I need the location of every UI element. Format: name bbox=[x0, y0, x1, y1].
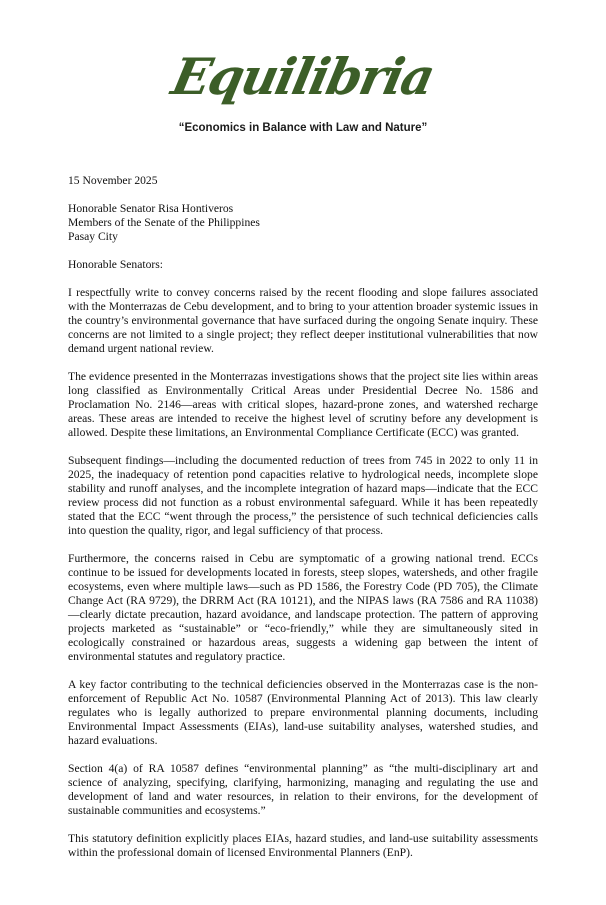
paragraph-introduction: I respectfully write to convey concerns raised by the recent flooding and slope failures associated with the Monterrazas de Cebu development, and to bring to your attention broader systemic issues in the country’s environmental governance that have surfaced during the ongoing Senate inquiry. These concerns are not limited to a single project; they reflect deeper institutional vulnerabilities that now demand urgent national review. bbox=[68, 286, 538, 355]
letter-date: 15 November 2025 bbox=[68, 174, 158, 187]
recipient-block bbox=[68, 202, 538, 244]
paragraph-subsequent-findings: Subsequent findings—including the documented reduction of trees from 745 in 2022 to only 11 in 2025, the inadequacy of retention pond capacities relative to hydrological needs, incomplete slope stability and runoff analyses, and the incomplete integration of hazard maps—indicate that the ECC review process did not function as a robust environmental safeguard. While it has been repeatedly stated that the ECC “went through the process,” the persistence of such technical deficiencies calls into question the quality, rigor, and legal sufficiency of that process. bbox=[68, 454, 538, 537]
paragraph-national-trend: Furthermore, the concerns raised in Cebu are symptomatic of a growing national trend. ECCs continue to be issued for developments located in forests, steep slopes, watersheds, and other fragile ecosystems, even where multiple laws—such as PD 1586, the Forestry Code (PD 705), the Climate Change Act (RA 9729), the DRRM Act (RA 10121), and the NIPAS laws (RA 7586 and RA 11038)—clearly dictate precaution, hazard avoidance, and landscape protection. The pattern of approving projects marketed as “sustainable” or “eco-friendly,” while they are simultaneously sited in ecologically constrained or hazardous areas, suggests a widening gap between the intent of environmental statutes and regulatory practice. bbox=[68, 552, 538, 663]
paragraph-section-4a-definition: Section 4(a) of RA 10587 defines “environmental planning” as “the multi-disciplinary art and science of analyzing, specifying, clarifying, harmonizing, managing and regulating the use and development of land and water resources, in relation to their environs, for the development of sustainable communities and ecosystems.” bbox=[68, 762, 538, 817]
paragraph-ra10587-nonenforcement: A key factor contributing to the technical deficiencies observed in the Monterrazas case is the non-enforcement of Republic Act No. 10587 (Environmental Planning Act of 2013). This law clearly regulates who is legally authorized to prepare environmental planning documents, including Environmental Impact Assessments (EIAs), land-use suitability analyses, watershed studies, and hazard evaluations. bbox=[68, 678, 538, 747]
letter-body bbox=[68, 174, 538, 860]
recipient-name: Honorable Senator Risa Hontiveros bbox=[68, 202, 234, 215]
paragraph-evidence: The evidence presented in the Monterrazas investigations shows that the project site lies within areas long classified as Environmentally Critical Areas under Presidential Decree No. 1586 and Proclamation No. 2146—areas with critical slopes, hazard-prone zones, and watershed recharge areas. These areas are intended to receive the highest level of scrutiny before any development is allowed. Despite these limitations, an Environmental Compliance Certificate (ECC) was granted. bbox=[68, 370, 538, 439]
recipient-city: Pasay City bbox=[68, 230, 118, 243]
equilibria-logo bbox=[0, 40, 606, 114]
letterhead bbox=[0, 0, 606, 134]
salutation: Honorable Senators: bbox=[68, 258, 163, 271]
letterhead-tagline: “Economics in Balance with Law and Nature” bbox=[178, 122, 428, 134]
paragraph-statutory-definition: This statutory definition explicitly places EIAs, hazard studies, and land-use suitability assessments within the professional domain of licensed Environmental Planners (EnP). bbox=[68, 832, 538, 859]
logo-wordmark: Equilibria bbox=[167, 47, 439, 106]
recipient-organization: Members of the Senate of the Philippines bbox=[68, 216, 260, 229]
